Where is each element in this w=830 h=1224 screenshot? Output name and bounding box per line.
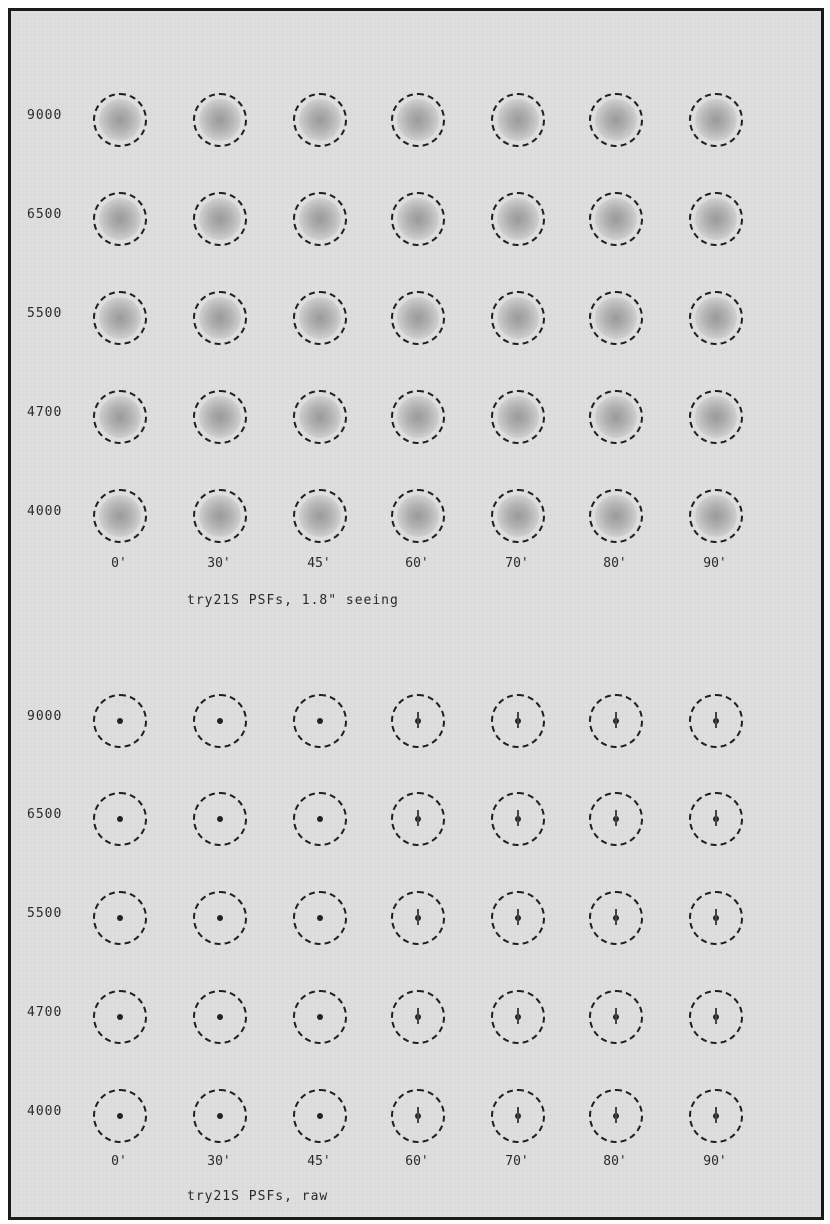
psf-seeing-cell	[589, 390, 643, 444]
psf-raw-cell	[491, 990, 545, 1044]
psf-raw-cell	[589, 891, 643, 945]
psf-blur-spot	[397, 495, 439, 537]
psf-blur-spot	[695, 297, 737, 339]
panel-caption: try21S PSFs, raw	[187, 1189, 329, 1204]
psf-blur-spot	[695, 495, 737, 537]
psf-seeing-cell	[93, 192, 147, 246]
psf-spike	[517, 1107, 519, 1123]
psf-blur-spot	[199, 495, 241, 537]
psf-blur-spot	[299, 396, 341, 438]
psf-raw-cell	[491, 694, 545, 748]
psf-blur-spot	[695, 198, 737, 240]
angle-label: 45'	[307, 556, 331, 571]
psf-spike	[615, 1008, 617, 1024]
row-label: 5500	[27, 306, 63, 321]
psf-raw-cell	[391, 792, 445, 846]
psf-spike	[615, 909, 617, 925]
psf-seeing-cell	[689, 192, 743, 246]
psf-seeing-cell	[589, 192, 643, 246]
psf-seeing-cell	[293, 489, 347, 543]
psf-raw-cell	[293, 990, 347, 1044]
angle-label: 90'	[703, 556, 727, 571]
row-label: 9000	[27, 709, 63, 724]
psf-spike	[517, 1008, 519, 1024]
psf-blur-spot	[595, 495, 637, 537]
psf-spike	[517, 810, 519, 826]
psf-spike	[615, 810, 617, 826]
psf-blur-spot	[99, 297, 141, 339]
psf-blur-spot	[99, 99, 141, 141]
psf-seeing-cell	[491, 192, 545, 246]
psf-raw-cell	[93, 891, 147, 945]
psf-blur-spot	[595, 99, 637, 141]
psf-seeing-cell	[491, 93, 545, 147]
psf-core-dot	[217, 915, 223, 921]
psf-seeing-cell	[293, 93, 347, 147]
row-label: 4700	[27, 405, 63, 420]
angle-label: 80'	[603, 1154, 627, 1169]
angle-label: 60'	[405, 1154, 429, 1169]
psf-raw-cell	[491, 792, 545, 846]
psf-blur-spot	[397, 396, 439, 438]
psf-blur-spot	[299, 99, 341, 141]
psf-raw-cell	[689, 891, 743, 945]
psf-spike	[715, 1107, 717, 1123]
psf-raw-cell	[391, 694, 445, 748]
psf-blur-spot	[199, 396, 241, 438]
psf-raw-cell	[589, 694, 643, 748]
angle-label: 30'	[207, 556, 231, 571]
angle-label: 70'	[505, 556, 529, 571]
psf-raw-cell	[193, 792, 247, 846]
row-label: 4000	[27, 504, 63, 519]
psf-raw-cell	[293, 891, 347, 945]
psf-blur-spot	[497, 495, 539, 537]
psf-seeing-cell	[689, 93, 743, 147]
psf-seeing-cell	[589, 489, 643, 543]
psf-blur-spot	[397, 99, 439, 141]
psf-seeing-cell	[391, 390, 445, 444]
psf-spike	[715, 1008, 717, 1024]
psf-seeing-cell	[491, 489, 545, 543]
row-label: 6500	[27, 207, 63, 222]
psf-core-dot	[117, 1113, 123, 1119]
psf-seeing-cell	[589, 93, 643, 147]
psf-spike	[417, 810, 419, 826]
psf-blur-spot	[299, 495, 341, 537]
psf-seeing-cell	[589, 291, 643, 345]
psf-raw-cell	[93, 990, 147, 1044]
psf-raw-cell	[689, 792, 743, 846]
psf-blur-spot	[299, 198, 341, 240]
psf-seeing-cell	[93, 390, 147, 444]
psf-raw-cell	[491, 891, 545, 945]
psf-seeing-cell	[391, 291, 445, 345]
psf-seeing-cell	[293, 390, 347, 444]
psf-raw-cell	[391, 990, 445, 1044]
psf-raw-cell	[491, 1089, 545, 1143]
psf-seeing-cell	[93, 93, 147, 147]
psf-core-dot	[317, 816, 323, 822]
row-label: 4700	[27, 1005, 63, 1020]
psf-seeing-cell	[293, 291, 347, 345]
angle-label: 70'	[505, 1154, 529, 1169]
psf-blur-spot	[397, 198, 439, 240]
psf-seeing-cell	[391, 489, 445, 543]
psf-raw-cell	[193, 694, 247, 748]
psf-blur-spot	[497, 396, 539, 438]
psf-seeing-cell	[391, 93, 445, 147]
psf-spike	[517, 712, 519, 728]
psf-seeing-cell	[93, 291, 147, 345]
psf-blur-spot	[99, 495, 141, 537]
psf-blur-spot	[199, 99, 241, 141]
psf-blur-spot	[299, 297, 341, 339]
psf-raw-cell	[93, 792, 147, 846]
psf-seeing-cell	[193, 489, 247, 543]
psf-seeing-cell	[93, 489, 147, 543]
psf-core-dot	[317, 718, 323, 724]
psf-spike	[615, 712, 617, 728]
psf-spike	[417, 1008, 419, 1024]
psf-raw-cell	[293, 694, 347, 748]
row-label: 6500	[27, 807, 63, 822]
angle-label: 90'	[703, 1154, 727, 1169]
psf-core-dot	[217, 816, 223, 822]
psf-raw-cell	[193, 990, 247, 1044]
psf-seeing-cell	[391, 192, 445, 246]
psf-raw-cell	[589, 990, 643, 1044]
psf-seeing-cell	[193, 93, 247, 147]
psf-spike	[615, 1107, 617, 1123]
psf-blur-spot	[695, 99, 737, 141]
psf-blur-spot	[99, 198, 141, 240]
psf-blur-spot	[397, 297, 439, 339]
psf-core-dot	[317, 915, 323, 921]
angle-label: 30'	[207, 1154, 231, 1169]
psf-raw-cell	[193, 1089, 247, 1143]
psf-raw-cell	[193, 891, 247, 945]
psf-blur-spot	[199, 198, 241, 240]
psf-raw-cell	[391, 1089, 445, 1143]
psf-seeing-cell	[193, 192, 247, 246]
psf-core-dot	[217, 1113, 223, 1119]
row-label: 5500	[27, 906, 63, 921]
psf-blur-spot	[497, 297, 539, 339]
angle-label: 80'	[603, 556, 627, 571]
angle-label: 0'	[111, 556, 127, 571]
psf-raw-cell	[293, 792, 347, 846]
psf-spike	[517, 909, 519, 925]
psf-blur-spot	[199, 297, 241, 339]
psf-seeing-cell	[491, 390, 545, 444]
psf-blur-spot	[695, 396, 737, 438]
psf-raw-cell	[293, 1089, 347, 1143]
psf-raw-cell	[689, 990, 743, 1044]
psf-raw-cell	[689, 694, 743, 748]
psf-blur-spot	[595, 198, 637, 240]
psf-blur-spot	[497, 198, 539, 240]
psf-core-dot	[217, 1014, 223, 1020]
psf-seeing-cell	[293, 192, 347, 246]
figure-frame	[8, 8, 824, 1220]
psf-raw-cell	[589, 792, 643, 846]
panel-caption: try21S PSFs, 1.8" seeing	[187, 593, 399, 608]
psf-blur-spot	[595, 297, 637, 339]
psf-core-dot	[117, 816, 123, 822]
psf-raw-cell	[93, 1089, 147, 1143]
angle-label: 0'	[111, 1154, 127, 1169]
psf-blur-spot	[497, 99, 539, 141]
psf-core-dot	[317, 1113, 323, 1119]
psf-core-dot	[117, 1014, 123, 1020]
psf-seeing-cell	[193, 291, 247, 345]
psf-spike	[417, 909, 419, 925]
psf-seeing-cell	[689, 291, 743, 345]
angle-label: 45'	[307, 1154, 331, 1169]
psf-core-dot	[217, 718, 223, 724]
row-label: 4000	[27, 1104, 63, 1119]
psf-seeing-cell	[689, 390, 743, 444]
psf-spike	[715, 712, 717, 728]
psf-seeing-cell	[193, 390, 247, 444]
psf-spike	[417, 1107, 419, 1123]
row-label: 9000	[27, 108, 63, 123]
psf-core-dot	[317, 1014, 323, 1020]
psf-raw-cell	[391, 891, 445, 945]
psf-spike	[715, 909, 717, 925]
psf-raw-cell	[93, 694, 147, 748]
angle-label: 60'	[405, 556, 429, 571]
psf-core-dot	[117, 915, 123, 921]
psf-blur-spot	[595, 396, 637, 438]
psf-seeing-cell	[491, 291, 545, 345]
psf-raw-cell	[689, 1089, 743, 1143]
psf-core-dot	[117, 718, 123, 724]
psf-spike	[417, 712, 419, 728]
psf-raw-cell	[589, 1089, 643, 1143]
psf-blur-spot	[99, 396, 141, 438]
psf-seeing-cell	[689, 489, 743, 543]
psf-spike	[715, 810, 717, 826]
